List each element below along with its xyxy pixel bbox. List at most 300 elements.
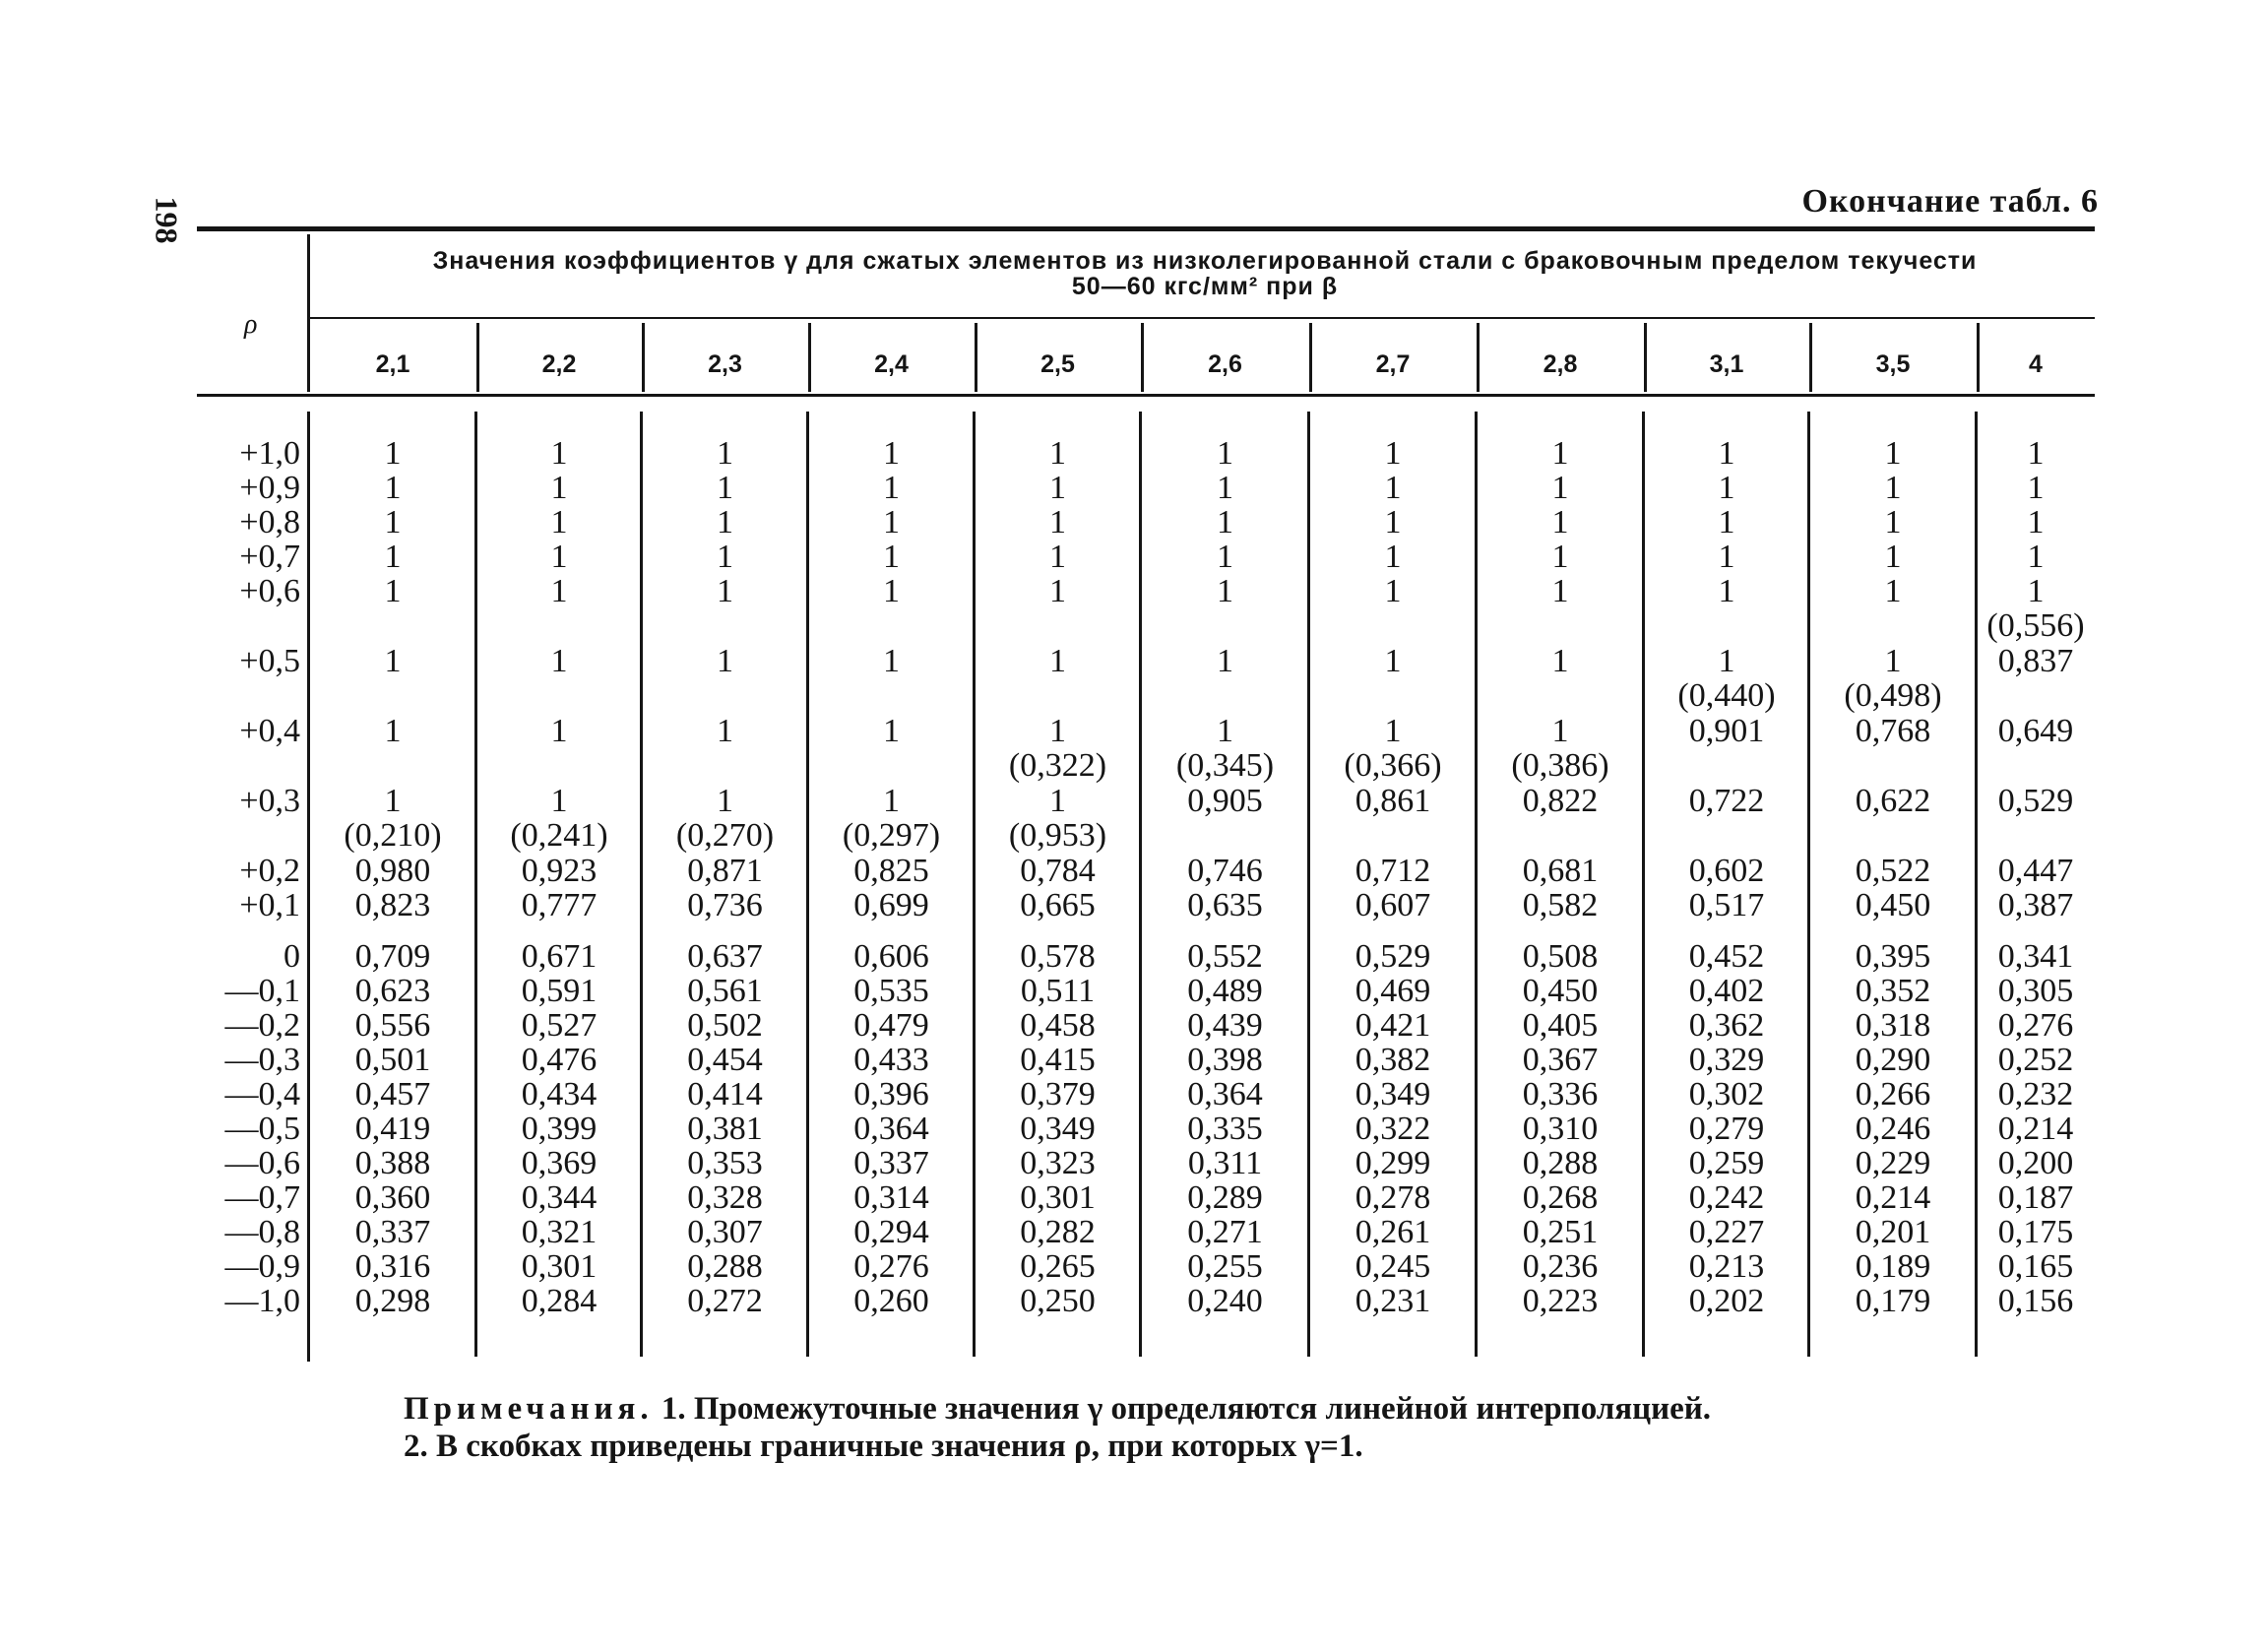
table-cell: 0,349 — [1020, 1111, 1096, 1147]
table-cell: 0,316 — [354, 1248, 431, 1285]
beta-header-cell: 2,5 — [1040, 350, 1075, 378]
table-cell: 0,837 — [1997, 643, 2074, 679]
table-cell: 0,511 — [1020, 973, 1096, 1009]
table-cell: 0,214 — [1855, 1179, 1931, 1216]
table-cell: 1 — [1384, 470, 1402, 506]
table-cell: 0,232 — [1997, 1076, 2074, 1112]
table-cell: 0,457 — [354, 1076, 431, 1112]
boundary-value: (0,386) — [1511, 747, 1609, 784]
table-cell: 1 — [1884, 470, 1902, 506]
beta-header-cell: 2,6 — [1208, 350, 1242, 378]
table-cell: 1 — [550, 643, 568, 679]
table-cell: 0,369 — [521, 1145, 598, 1181]
table-cell: 0,322 — [1354, 1111, 1431, 1147]
table-cell: 0,447 — [1997, 853, 2074, 889]
table-cell: 0,923 — [521, 853, 598, 889]
table-cell: 0,622 — [1855, 783, 1931, 819]
body-column-divider — [1807, 412, 1810, 1357]
body-column-divider — [806, 412, 809, 1357]
boundary-value: (0,556) — [1986, 607, 2085, 644]
table-cell: 1 — [1384, 504, 1402, 540]
boundary-value: (0,241) — [510, 817, 608, 854]
boundary-value: (0,322) — [1008, 747, 1107, 784]
table-cell: 0,379 — [1020, 1076, 1096, 1112]
table-cell: 0,395 — [1855, 938, 1931, 975]
table-cell: 0,299 — [1354, 1145, 1431, 1181]
table-cell: 0,259 — [1688, 1145, 1765, 1181]
table-cell: 0,561 — [687, 973, 763, 1009]
table-cell: 1 — [1884, 435, 1902, 472]
table-top-rule — [197, 226, 2095, 231]
beta-header-cell: 3,5 — [1875, 350, 1911, 378]
table-cell: 0,179 — [1855, 1283, 1931, 1319]
table-cell: 0,582 — [1522, 887, 1599, 923]
table-cell: 0,289 — [1187, 1179, 1263, 1216]
table-cell: 1 — [384, 470, 402, 506]
table-cell: 0,364 — [853, 1111, 929, 1147]
table-cell: 1 — [1049, 435, 1066, 472]
table-cell: 0,353 — [687, 1145, 763, 1181]
row-label-rho: —0,8 — [224, 1214, 300, 1250]
header-column-divider — [1644, 323, 1647, 392]
row-label-rho: +0,4 — [239, 713, 300, 749]
table-cell: 0,240 — [1187, 1283, 1263, 1319]
table-cell: 0,311 — [1187, 1145, 1263, 1181]
table-cell: 1 — [1049, 504, 1066, 540]
table-cell: 1 — [883, 470, 900, 506]
table-cell: 0,223 — [1522, 1283, 1599, 1319]
body-column-divider — [973, 412, 976, 1357]
table-cell: 1 — [1551, 539, 1569, 575]
table-cell: 1 — [1551, 504, 1569, 540]
table-cell: 0,310 — [1522, 1111, 1599, 1147]
table-cell: 0,337 — [354, 1214, 431, 1250]
header-column-divider — [975, 323, 977, 392]
table-cell: 0,201 — [1855, 1214, 1931, 1250]
table-cell: 0,414 — [687, 1076, 763, 1112]
table-cell: 1 — [550, 470, 568, 506]
table-cell: 0,288 — [687, 1248, 763, 1285]
row-label-rho: —0,4 — [224, 1076, 300, 1112]
table-cell: 1 — [883, 504, 900, 540]
notes — [404, 1390, 1711, 1465]
table-cell: 0,301 — [1020, 1179, 1096, 1216]
table-cell: 0,871 — [687, 853, 763, 889]
table-cell: 0,556 — [354, 1007, 431, 1044]
row-label-rho: +0,9 — [239, 470, 300, 506]
table-cell: 0,268 — [1522, 1179, 1599, 1216]
table-cell: 0,175 — [1997, 1214, 2074, 1250]
row-label-rho: —0,7 — [224, 1179, 300, 1216]
header-column-divider — [1977, 323, 1980, 392]
table-cell: 0,527 — [521, 1007, 598, 1044]
table-cell: 0,255 — [1187, 1248, 1263, 1285]
table-cell: 1 — [550, 539, 568, 575]
table-cell: 1 — [1217, 435, 1233, 472]
row-label-rho: —0,5 — [224, 1111, 300, 1147]
boundary-value: (0,270) — [675, 817, 775, 854]
note-line-1 — [404, 1390, 1711, 1428]
table-cell: 0,591 — [521, 973, 598, 1009]
note-2: 2. В скобках приведены граничные значения ρ, при которых γ=1. — [404, 1429, 1363, 1464]
table-cell: 0,200 — [1997, 1145, 2074, 1181]
table-cell: 1 — [883, 713, 900, 749]
table-cell: 0,266 — [1855, 1076, 1931, 1112]
table-cell: 1 — [550, 435, 568, 472]
boundary-value: (0,366) — [1344, 747, 1442, 784]
table-cell: 1 — [1884, 539, 1902, 575]
table-cell: 0,637 — [687, 938, 763, 975]
row-label-rho: —0,1 — [224, 973, 300, 1009]
row-label-rho: +0,7 — [239, 539, 300, 575]
header-column-divider — [1141, 323, 1144, 392]
table-cell: 0,294 — [853, 1214, 929, 1250]
table-cell: 1 — [2027, 504, 2045, 540]
table-cell: 0,364 — [1187, 1076, 1263, 1112]
table-header-title-line1: Значения коэффициентов γ для сжатых элементов из низколегированной стали с браковочным пределом текучести — [432, 247, 1978, 275]
boundary-value: (0,953) — [1008, 817, 1107, 854]
boundary-value: (0,297) — [842, 817, 941, 854]
body-column-divider — [1642, 412, 1645, 1357]
table-cell: 0,535 — [853, 973, 929, 1009]
table-cell: 0,341 — [1997, 938, 2074, 975]
table-cell: 0,681 — [1522, 853, 1599, 889]
table-cell: 0,156 — [1997, 1283, 2074, 1319]
table-cell: 0,242 — [1688, 1179, 1765, 1216]
table-cell: 1 — [883, 783, 900, 819]
beta-header-cell: 2,4 — [874, 350, 909, 378]
table-cell: 0,282 — [1020, 1214, 1096, 1250]
table-cell: 1 — [1551, 470, 1569, 506]
table-cell: 0,399 — [521, 1111, 598, 1147]
table-cell: 0,276 — [1997, 1007, 2074, 1044]
table-cell: 1 — [717, 713, 733, 749]
table-cell: 0,305 — [1997, 973, 2074, 1009]
beta-header-cell: 2,1 — [375, 350, 410, 378]
table-cell: 0,709 — [354, 938, 431, 975]
table-cell: 1 — [1718, 539, 1735, 575]
table-cell: 0,501 — [354, 1042, 431, 1078]
table-cell: 1 — [1551, 713, 1569, 749]
table-cell: 0,861 — [1354, 783, 1431, 819]
row-label-rho: +0,3 — [239, 783, 300, 819]
table-cell: 0,276 — [853, 1248, 929, 1285]
table-cell: 0,433 — [853, 1042, 929, 1078]
table-cell: 1 — [717, 504, 733, 540]
table-cell: 1 — [1384, 573, 1402, 609]
page-number: 198 — [149, 196, 185, 244]
body-column-divider — [1139, 412, 1142, 1357]
table-cell: 1 — [384, 504, 402, 540]
table-cell: 0,768 — [1855, 713, 1931, 749]
table-cell: 0,323 — [1020, 1145, 1096, 1181]
table-cell: 0,352 — [1855, 973, 1931, 1009]
table-cell: 1 — [1384, 435, 1402, 472]
table-cell: 0,301 — [521, 1248, 598, 1285]
table-cell: 1 — [1884, 504, 1902, 540]
table-cell: 0,360 — [354, 1179, 431, 1216]
table-cell: 0,434 — [521, 1076, 598, 1112]
table-cell: 0,245 — [1354, 1248, 1431, 1285]
table-cell: 1 — [1718, 504, 1735, 540]
boundary-value: (0,210) — [344, 817, 442, 854]
table-cell: 0,699 — [853, 887, 929, 923]
header-column-divider — [1309, 323, 1312, 392]
table-cell: 1 — [1217, 470, 1233, 506]
table-cell: 0,635 — [1187, 887, 1263, 923]
table-cell: 0,278 — [1354, 1179, 1431, 1216]
table-cell: 0,607 — [1354, 887, 1431, 923]
table-cell: 0,214 — [1997, 1111, 2074, 1147]
table-cell: 0,454 — [687, 1042, 763, 1078]
table-cell: 0,479 — [853, 1007, 929, 1044]
table-cell: 0,746 — [1187, 853, 1263, 889]
note-1: 1. Промежуточные значения γ определяются линейной интерполяцией. — [661, 1391, 1712, 1427]
table-cell: 1 — [717, 470, 733, 506]
table-cell: 1 — [550, 504, 568, 540]
table-cell: 1 — [1217, 504, 1233, 540]
table-cell: 0,419 — [354, 1111, 431, 1147]
table-cell: 0,517 — [1688, 887, 1765, 923]
table-cell: 1 — [1551, 573, 1569, 609]
table-cell: 1 — [1049, 783, 1066, 819]
table-cell: 0,777 — [521, 887, 598, 923]
table-cell: 0,187 — [1997, 1179, 2074, 1216]
table-cell: 1 — [1718, 435, 1735, 472]
table-cell: 1 — [717, 783, 733, 819]
table-cell: 0,246 — [1855, 1111, 1931, 1147]
table-cell: 0,489 — [1187, 973, 1263, 1009]
table-cell: 0,362 — [1688, 1007, 1765, 1044]
table-cell: 0,381 — [687, 1111, 763, 1147]
table-cell: 1 — [1217, 643, 1233, 679]
table-cell: 0,227 — [1688, 1214, 1765, 1250]
table-cell: 1 — [1217, 713, 1233, 749]
table-cell: 0,189 — [1855, 1248, 1931, 1285]
table-cell: 0,712 — [1354, 853, 1431, 889]
table-cell: 0,508 — [1522, 938, 1599, 975]
row-label-rho: +0,2 — [239, 853, 300, 889]
table-cell: 0,336 — [1522, 1076, 1599, 1112]
table-cell: 0,329 — [1688, 1042, 1765, 1078]
table-cell: 0,439 — [1187, 1007, 1263, 1044]
header-column-divider — [808, 323, 811, 392]
table-header-title-line2: 50—60 кгс/мм² при β — [1071, 273, 1339, 300]
table-cell: 0,822 — [1522, 783, 1599, 819]
table-cell: 0,271 — [1187, 1214, 1263, 1250]
table-cell: 1 — [2027, 573, 2045, 609]
table-cell: 0,476 — [521, 1042, 598, 1078]
table-cell: 1 — [2027, 539, 2045, 575]
table-cell: 0,250 — [1020, 1283, 1096, 1319]
row-label-rho: +0,6 — [239, 573, 300, 609]
table-cell: 1 — [1718, 573, 1735, 609]
table-cell: 0,284 — [521, 1283, 598, 1319]
table-cell: 0,671 — [521, 938, 598, 975]
table-cell: 1 — [384, 573, 402, 609]
table-cell: 0,165 — [1997, 1248, 2074, 1285]
table-cell: 0,261 — [1354, 1214, 1431, 1250]
table-cell: 1 — [717, 643, 733, 679]
row-label-rho: +0,5 — [239, 643, 300, 679]
body-column-divider — [307, 412, 310, 1362]
table-cell: 1 — [1049, 539, 1066, 575]
table-cell: 1 — [1049, 713, 1066, 749]
boundary-value: (0,440) — [1677, 677, 1776, 714]
table-cell: 0,260 — [853, 1283, 929, 1319]
table-cell: 1 — [883, 643, 900, 679]
table-cell: 1 — [1049, 470, 1066, 506]
notes-lead: Примечания. — [404, 1391, 654, 1427]
table-cell: 0,606 — [853, 938, 929, 975]
table-cell: 0,823 — [354, 887, 431, 923]
table-cell: 1 — [1384, 539, 1402, 575]
table-cell: 0,450 — [1522, 973, 1599, 1009]
boundary-value: (0,498) — [1844, 677, 1942, 714]
table-cell: 0,578 — [1020, 938, 1096, 975]
table-cell: 1 — [1384, 643, 1402, 679]
table-cell: 0,298 — [354, 1283, 431, 1319]
beta-header-cell: 4 — [2029, 350, 2043, 378]
row-label-rho: —1,0 — [224, 1283, 300, 1319]
table-cell: 1 — [717, 573, 733, 609]
header-rule — [197, 394, 2095, 397]
table-cell: 1 — [1718, 643, 1735, 679]
table-cell: 0,252 — [1997, 1042, 2074, 1078]
table-cell: 0,649 — [1997, 713, 2074, 749]
table-cell: 1 — [717, 539, 733, 575]
table-cell: 0,236 — [1522, 1248, 1599, 1285]
body-column-divider — [1975, 412, 1978, 1357]
rho-column-header: ρ — [244, 309, 258, 340]
table-cell: 0,398 — [1187, 1042, 1263, 1078]
table-cell: 0,318 — [1855, 1007, 1931, 1044]
table-cell: 0,335 — [1187, 1111, 1263, 1147]
row-label-rho: —0,2 — [224, 1007, 300, 1044]
table-cell: 0,665 — [1020, 887, 1096, 923]
table-cell: 0,421 — [1354, 1007, 1431, 1044]
table-cell: 1 — [883, 573, 900, 609]
table-cell: 1 — [717, 435, 733, 472]
beta-header-cell: 2,3 — [708, 350, 742, 378]
table-cell: 0,980 — [354, 853, 431, 889]
row-label-rho: +0,1 — [239, 887, 300, 923]
table-cell: 0,784 — [1020, 853, 1096, 889]
table-cell: 0,367 — [1522, 1042, 1599, 1078]
table-cell: 0,415 — [1020, 1042, 1096, 1078]
table-cell: 0,344 — [521, 1179, 598, 1216]
table-cell: 0,452 — [1688, 938, 1765, 975]
row-label-rho: —0,3 — [224, 1042, 300, 1078]
table-cell: 0,314 — [853, 1179, 929, 1216]
table-cell: 0,450 — [1855, 887, 1931, 923]
body-column-divider — [640, 412, 643, 1357]
table-cell: 0,213 — [1688, 1248, 1765, 1285]
beta-header-cell: 2,2 — [541, 350, 577, 378]
table-cell: 1 — [384, 643, 402, 679]
table-cell: 1 — [883, 435, 900, 472]
boundary-value: (0,345) — [1175, 747, 1275, 784]
table-cell: 0,602 — [1688, 853, 1765, 889]
table-cell: 1 — [1551, 643, 1569, 679]
table-cell: 0,529 — [1997, 783, 2074, 819]
table-cell: 1 — [2027, 435, 2045, 472]
table-cell: 1 — [2027, 470, 2045, 506]
table-cell: 0,337 — [853, 1145, 929, 1181]
table-cell: 0,502 — [687, 1007, 763, 1044]
table-cell: 0,265 — [1020, 1248, 1096, 1285]
header-column-divider — [476, 323, 479, 392]
table-cell: 0,382 — [1354, 1042, 1431, 1078]
table-cell: 0,722 — [1688, 783, 1765, 819]
table-cell: 0,302 — [1688, 1076, 1765, 1112]
header-column-divider — [1809, 323, 1812, 392]
table-cell: 0,202 — [1688, 1283, 1765, 1319]
table-cell: 1 — [1049, 643, 1066, 679]
table-cell: 0,231 — [1354, 1283, 1431, 1319]
title-rule — [309, 317, 2095, 319]
table-cell: 1 — [550, 783, 568, 819]
table-cell: 0,387 — [1997, 887, 2074, 923]
table-cell: 0,288 — [1522, 1145, 1599, 1181]
header-column-divider — [642, 323, 645, 392]
row-label-rho: 0 — [284, 938, 300, 975]
table-cell: 0,388 — [354, 1145, 431, 1181]
body-column-divider — [1475, 412, 1478, 1357]
row-label-rho: +1,0 — [239, 435, 300, 472]
table-cell: 1 — [1384, 713, 1402, 749]
table-cell: 0,307 — [687, 1214, 763, 1250]
table-cell: 0,272 — [687, 1283, 763, 1319]
table-cell: 1 — [550, 573, 568, 609]
table-cell: 1 — [1217, 573, 1233, 609]
table-cell: 0,623 — [354, 973, 431, 1009]
table-cell: 0,552 — [1187, 938, 1263, 975]
table-cell: 1 — [384, 435, 402, 472]
table-cell: 1 — [1884, 573, 1902, 609]
table-cell: 1 — [384, 539, 402, 575]
beta-header-cell: 2,8 — [1543, 350, 1578, 378]
table-cell: 0,328 — [687, 1179, 763, 1216]
header-column-divider — [1477, 323, 1480, 392]
body-column-divider — [1307, 412, 1310, 1357]
table-cell: 0,349 — [1354, 1076, 1431, 1112]
row-label-rho: —0,6 — [224, 1145, 300, 1181]
table-cell: 0,736 — [687, 887, 763, 923]
body-column-divider — [474, 412, 477, 1357]
table-cell: 1 — [1049, 573, 1066, 609]
table-cell: 1 — [1718, 470, 1735, 506]
table-cell: 0,251 — [1522, 1214, 1599, 1250]
table-cell: 0,405 — [1522, 1007, 1599, 1044]
row-label-rho: +0,8 — [239, 504, 300, 540]
table-cell: 0,396 — [853, 1076, 929, 1112]
table-cell: 0,458 — [1020, 1007, 1096, 1044]
continuation-caption: Окончание табл. 6 — [1801, 183, 2099, 220]
table-cell: 1 — [883, 539, 900, 575]
beta-header-cell: 2,7 — [1375, 350, 1411, 378]
table-header-title — [313, 248, 2097, 299]
table-cell: 1 — [384, 783, 402, 819]
table-cell: 0,279 — [1688, 1111, 1765, 1147]
table-cell: 0,905 — [1187, 783, 1263, 819]
table-cell: 0,321 — [521, 1214, 598, 1250]
table-cell: 0,529 — [1354, 938, 1431, 975]
table-cell: 0,402 — [1688, 973, 1765, 1009]
beta-header-cell: 3,1 — [1709, 350, 1744, 378]
table-cell: 1 — [550, 713, 568, 749]
table-cell: 0,901 — [1688, 713, 1765, 749]
